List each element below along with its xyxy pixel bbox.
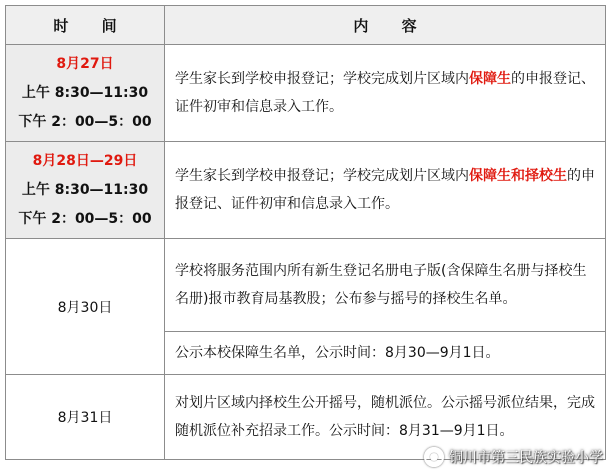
time-cell <box>6 45 165 142</box>
date-label: 8月28日—29日 <box>32 152 138 169</box>
table-row <box>6 375 606 460</box>
content-cell: 学校将服务范围内所有新生登记名册电子版(含保障生名册与择校生名册)报市教育局基教股；公布参与摇号的择校生名单。 <box>165 239 606 332</box>
content-text: 学生家长到学校申报登记；学校完成划片区域内 <box>175 168 469 184</box>
table-row <box>6 142 606 239</box>
content-text: 的申报登记、证件初审和信息录入工作。 <box>175 71 595 115</box>
highlight-text: 保障生 <box>469 71 511 87</box>
watermark-text: 铜川市第三民族实验小学 <box>449 450 603 466</box>
schedule-table <box>5 5 606 460</box>
content-cell: 公示本校保障生名单，公示时间：8月30—9月1日。 <box>165 332 606 375</box>
date-label: 8月27日 <box>56 55 114 72</box>
table-row <box>6 239 606 332</box>
date-cell: 8月30日 <box>6 239 165 375</box>
afternoon-hours: 下午 2：00—5：00 <box>18 113 152 130</box>
content-cell: 对划片区域内择校生公开摇号，随机派位。公示摇号派位结果，完成随机派位补充招录工作。公示时间：8月31—9月1日。 <box>165 375 606 460</box>
morning-hours: 上午 8:30—11:30 <box>21 84 149 101</box>
highlight-text: 保障生和择校生 <box>469 168 567 184</box>
time-cell <box>6 142 165 239</box>
header-content: 内 容 <box>165 6 606 45</box>
content-text: 学生家长到学校申报登记；学校完成划片区域内 <box>175 71 469 87</box>
table-row <box>6 45 606 142</box>
morning-hours: 上午 8:30—11:30 <box>21 181 149 198</box>
content-cell <box>165 142 606 239</box>
header-row <box>6 6 606 45</box>
content-cell <box>165 45 606 142</box>
content-text: 的申报登记、证件初审和信息录入工作。 <box>175 168 595 212</box>
header-time: 时 间 <box>6 6 165 45</box>
afternoon-hours: 下午 2：00—5：00 <box>18 210 152 227</box>
date-cell: 8月31日 <box>6 375 165 460</box>
